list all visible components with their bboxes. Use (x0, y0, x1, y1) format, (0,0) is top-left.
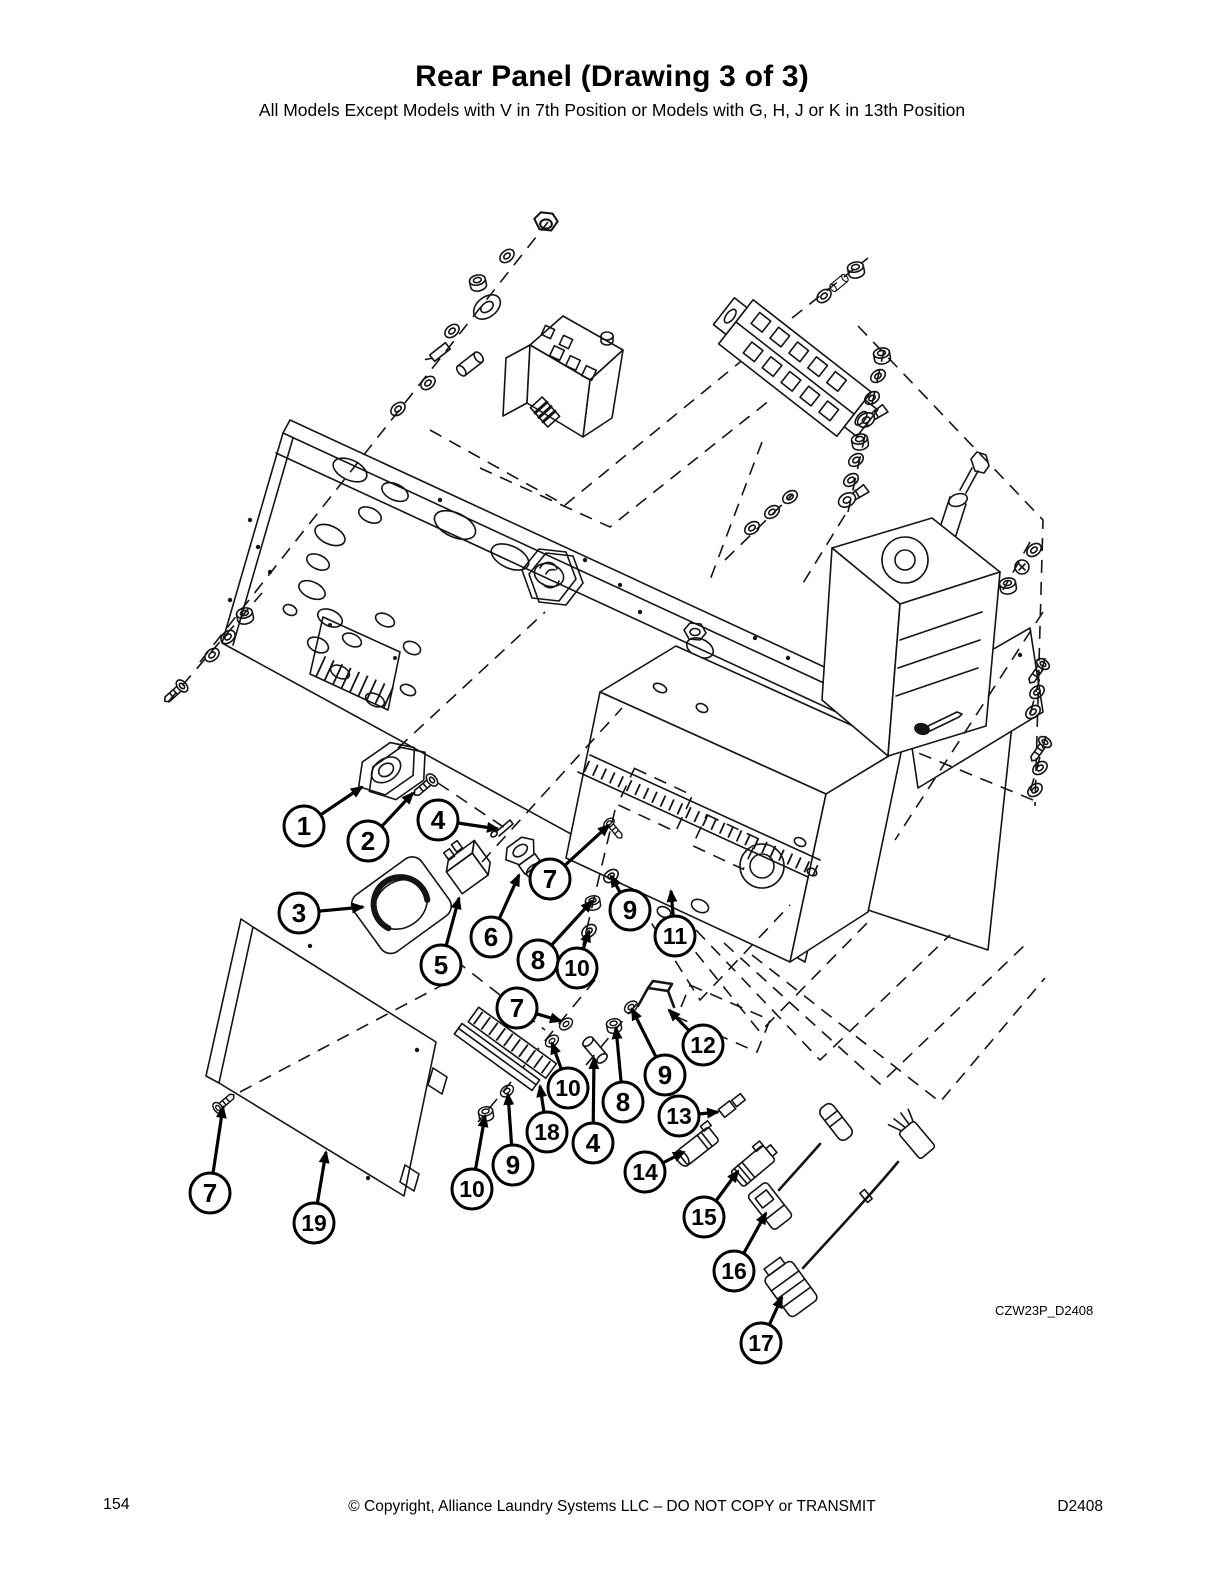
svg-text:13: 13 (666, 1103, 692, 1129)
svg-text:1: 1 (296, 811, 312, 841)
svg-text:18: 18 (534, 1119, 560, 1145)
svg-text:6: 6 (483, 922, 499, 952)
callout-3 (279, 893, 363, 933)
callout-6 (471, 875, 519, 957)
switch-5 (435, 832, 495, 893)
callout-10 (548, 1043, 588, 1108)
callout-7 (190, 1107, 230, 1213)
callout-9 (632, 1009, 685, 1095)
spacer-chain (581, 981, 674, 1065)
callout-13 (659, 1096, 718, 1136)
connector-16 (747, 1101, 855, 1230)
svg-text:17: 17 (748, 1330, 774, 1356)
connector-13 (718, 1093, 745, 1118)
callout-8 (603, 1028, 643, 1122)
callout-17 (741, 1297, 782, 1363)
svg-text:7: 7 (202, 1178, 218, 1208)
svg-text:7: 7 (542, 864, 558, 894)
svg-text:16: 16 (721, 1258, 747, 1284)
svg-text:12: 12 (690, 1032, 716, 1058)
cover-screw (211, 1090, 238, 1116)
svg-text:11: 11 (662, 923, 688, 949)
svg-text:9: 9 (657, 1060, 673, 1090)
svg-text:14: 14 (632, 1159, 658, 1185)
terminal-block (706, 261, 884, 447)
svg-text:4: 4 (430, 805, 446, 835)
page-subtitle: All Models Except Models with V in 7th Position or Models with G, H, J or K in 13th Position (258, 100, 966, 120)
callout-10 (557, 931, 597, 988)
svg-text:10: 10 (564, 955, 590, 981)
drawing-code: CZW23P_D2408 (995, 1303, 1094, 1318)
callout-12 (669, 1010, 723, 1065)
svg-text:8: 8 (530, 945, 546, 975)
callout-7 (497, 988, 561, 1028)
strain-relief-3 (347, 852, 456, 958)
svg-text:4: 4 (585, 1128, 601, 1158)
svg-text:9: 9 (622, 895, 638, 925)
cable-assembly-17 (758, 1108, 937, 1319)
page-number: 154 (103, 1496, 130, 1513)
callout-10 (452, 1116, 492, 1209)
svg-text:10: 10 (459, 1176, 485, 1202)
page-title: Rear Panel (Drawing 3 of 3) (415, 60, 809, 93)
svg-text:9: 9 (505, 1150, 521, 1180)
callout-2 (348, 793, 413, 861)
copyright-notice: © Copyright, Alliance Laundry Systems LLC – DO NOT COPY or TRANSMIT (348, 1498, 876, 1515)
svg-text:19: 19 (301, 1210, 327, 1236)
callout-5 (421, 898, 461, 985)
svg-text:3: 3 (291, 898, 307, 928)
callout-19 (294, 1152, 334, 1243)
svg-text:8: 8 (615, 1087, 631, 1117)
svg-text:15: 15 (691, 1204, 717, 1230)
svg-text:7: 7 (509, 993, 525, 1023)
connector-15 (727, 1137, 780, 1187)
callout-14 (625, 1152, 684, 1192)
doc-code: D2408 (1057, 1498, 1103, 1515)
svg-text:2: 2 (360, 826, 376, 856)
svg-text:5: 5 (433, 950, 449, 980)
contactor (503, 316, 623, 437)
svg-text:10: 10 (555, 1075, 581, 1101)
callout-15 (684, 1171, 738, 1237)
callout-4 (418, 800, 498, 840)
